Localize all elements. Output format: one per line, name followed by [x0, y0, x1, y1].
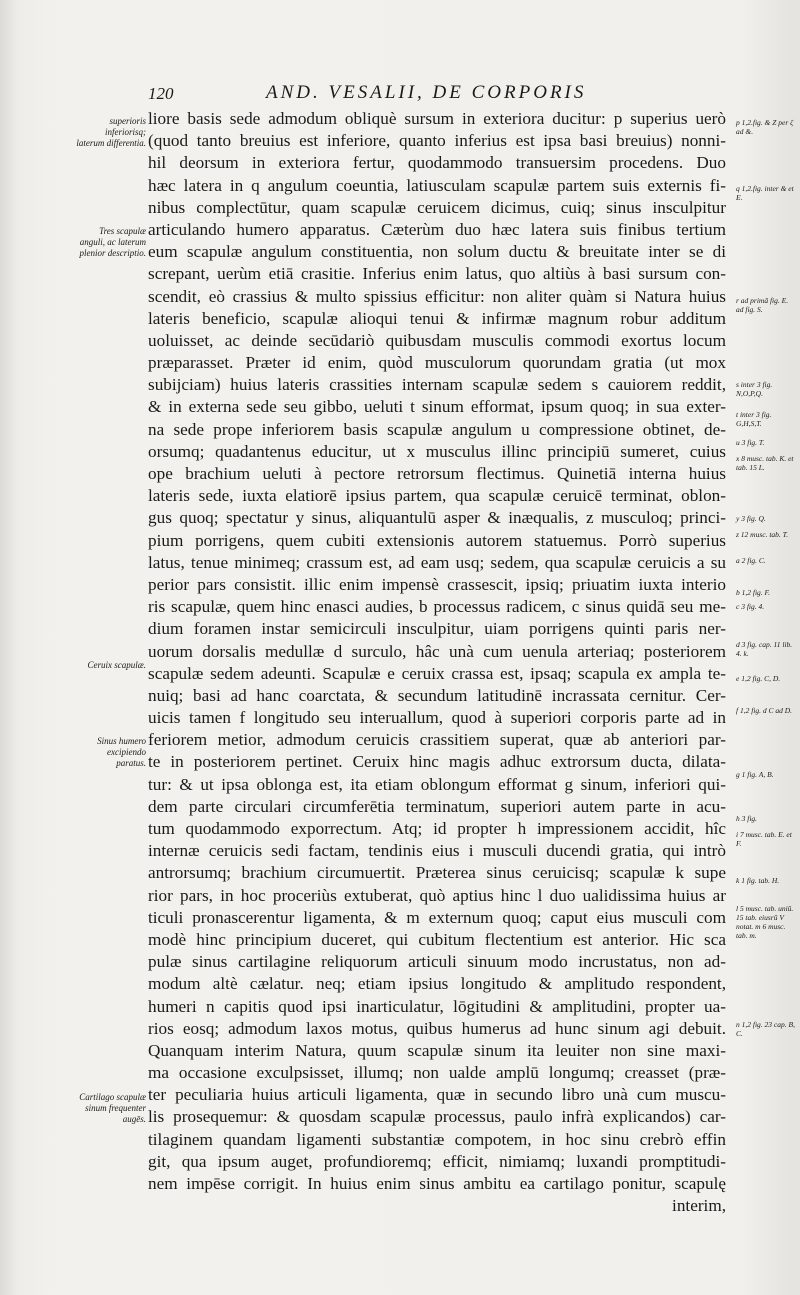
text-line: uoluisset, ac deinde secūdariò quibusdam musculis commodi exortus locum [148, 330, 726, 350]
margin-note: q 1,2.fig. inter & et E. [736, 184, 794, 202]
text-line: nibus complectūtur, quam scapulæ ceruicem dicimus, cuiq; sinus insculpitur [148, 197, 726, 217]
margin-note: f 1,2 fig. d C ad D. [736, 706, 793, 715]
margin-note: s inter 3 fig. N,O,P,Q. [736, 380, 773, 398]
margin-note: Sinus humero excipiendo paratus. [97, 736, 146, 768]
text-line: dium foramen instar semicirculi insculpitur, uiam porrigens quinti paris ner- [148, 619, 726, 639]
running-head: AND. VESALII, DE CORPORIS [266, 82, 587, 103]
text-line: eum scapulæ angulum constituentia, non solum ductu & breuitate inter se di [148, 242, 726, 262]
text-line: lis prosequemur: & quosdam scapulæ processus, paulo infrà explicandos) car- [148, 1107, 726, 1127]
margin-note: Tres scapulæ anguli, ac laterum plenior descriptio. [79, 226, 146, 258]
margin-note: l 5 musc. tab. uniū. 15 tab. eiusrū V notat. m 6 musc. tab. m. [736, 904, 794, 940]
margin-note: r ad primā fig. E. ad fig. S. [736, 296, 789, 314]
margin-note: u 3 fig. T. [736, 438, 765, 447]
text-line: tilaginem quandam ligamenti substantiæ compotem, in hoc sinu crebrò effin [148, 1129, 726, 1149]
margin-note: e 1,2 fig. C, D. [736, 674, 781, 683]
margin-note: y 3 fig. Q. [736, 514, 766, 523]
text-line: dem parte circulari circumferētia terminatum, superiori autem parte in acu- [148, 796, 726, 816]
text-line: liore basis sede admodum obliquè sursum in exteriora ducitur: p superius uerò [148, 109, 726, 128]
margin-note: i 7 musc. tab. E. et F. [736, 830, 792, 848]
margin-note: z 12 musc. tab. T. [736, 530, 789, 539]
text-line: subijciam) huius lateris crassities internam scapulæ sedem s cauiorem reddit, [148, 375, 726, 395]
margin-note: k 1 fig. tab. H. [736, 876, 780, 885]
text-line: Quanquam interim Natura, quum scapulæ sinum ita leuiter non sine maxi- [148, 1040, 726, 1060]
text-line: nuiq; basi ad hanc coarctata, & secundum latitudinē incrassata cernitur. Cer- [148, 685, 726, 705]
margin-note: d 3 fig. cap. 11 lib. 4. k. [736, 640, 793, 658]
text-line: internæ ceruicis sedi factam, tendinis eius i musculi ducendi gratia, qui intrò [148, 841, 726, 861]
margin-note: p 1,2.fig. & Z per ζ ad &. [736, 118, 794, 136]
margin-note: Ceruix scapulæ. [87, 660, 146, 670]
margin-note: t inter 3 fig. G,H,S,T. [736, 410, 772, 428]
right-margin-notes [736, 0, 796, 1295]
text-line: tur: & ut ipsa oblonga est, ita etiam oblongum efformat g sinum, inferiori qui- [148, 774, 726, 794]
text-line: & in externa sede seu gibbo, ueluti t sinum efformat, ipsum quoq; in sua exter- [148, 397, 726, 417]
text-line: præparasset. Præter id enim, quòd musculorum quorundam gratia (ut mox [148, 353, 726, 373]
margin-note: b 1,2 fig. F. [736, 588, 771, 597]
text-line: ope brachium ueluti à pectore retrorsum flectimus. Quinetiā interna huius [148, 464, 726, 483]
text-line: scendit, eò crassius & multo spissius efficitur: non aliter quàm si Natura huius [148, 286, 726, 306]
text-line: ter peculiaria huius articuli ligamenta, quæ in secundo libro unà cum muscu- [148, 1085, 726, 1105]
margin-note: g 1 fig. A, B. [736, 770, 774, 779]
text-line: articulando humero apparatus. Cæterùm duo hæc latera suis finibus tertium [148, 219, 726, 239]
text-line: ma occasione exculpsisset, illumq; non ualde amplū longumq; creasset (præ- [148, 1063, 726, 1083]
text-line: rior pars, in hoc proceriùs extuberat, quò aptius hinc l duo ualidissima huius ar [148, 885, 726, 905]
page-header [148, 84, 648, 106]
text-line: hil deorsum in exteriora fertur, quodammodo transuersim procedens. Duo [148, 153, 726, 173]
page-number: 120 [148, 84, 174, 103]
text-line: hæc latera in q angulum coeuntia, latiusculam scapulæ partem suis externis fi- [148, 175, 726, 195]
text-line: humeri n capitis quod ipsi inarticulatur, lōgitudini & amplitudini, propter ua- [148, 996, 726, 1016]
text-line: git, qua ipsum auget, profundioremq; efficit, nimiamq; luxandi promptitudi- [148, 1151, 726, 1171]
text-line: (quod tanto breuius est inferiore, quanto inferius est ipsa basi breuius) nonni- [148, 131, 726, 151]
text-line: lateris beneficio, scapulæ alioqui tenui & infirmæ magnum robur additum [148, 308, 726, 328]
text-line: gus quoq; spectatur y sinus, aliquantulū asper & inæqualis, z musculoq; princi- [148, 508, 726, 528]
text-line: modè hinc principium duceret, qui cubitum flectentium est anterior. Hic sca [148, 929, 726, 949]
text-line: nem impēse corrigit. In huius enim sinus ambitu ea cartilago ponitur, scapulę [148, 1174, 726, 1193]
text-line: pulæ sinus cartilagine reliquorum articuli sinuum modo incrustatus, non ad- [148, 952, 726, 972]
text-line: uicis tamen f longitudo seu interuallum, quod à superiori corporis parte ad in [148, 708, 726, 728]
text-line: lateris sede, iuxta elatiorē ipsius partem, qua scapulæ ceruicē terminat, oblon- [148, 486, 726, 506]
margin-note: n 1,2 fig. 23 cap. B, C. [736, 1020, 795, 1038]
text-line: orsumq; quadantenus educitur, ut x musculus illinc principiū sumeret, cuius [148, 441, 726, 461]
catchword: interim, [672, 1196, 726, 1216]
left-margin-notes [76, 0, 146, 1295]
text-line: uorum dorsalis medullæ d surculo, hâc unà cum uenula arteriaq; posteriorem [148, 641, 726, 661]
margin-note: a 2 fig. C. [736, 556, 766, 565]
margin-note: x 8 musc. tab. K. et tab. 15 L. [736, 454, 794, 472]
margin-note: superioris inferiorisq; laterum differentia. [76, 116, 146, 148]
margin-note: c 3 fig. 4. [736, 602, 765, 611]
text-line: scapulæ sedem adeunti. Scapulæ e ceruix crassa est, ipsaq; scapula ex ampla te- [148, 663, 726, 683]
text-line: tum quodammodo exporrectum. Atq; id propter h impressionem accidit, hîc [148, 819, 726, 838]
text-line: ticuli pronascerentur ligamenta, & m externum quoq; caput eius musculi com [148, 907, 726, 927]
text-line: antrorsumq; brachium circumuertit. Præterea sinus ceruicisq; scapulæ k supe [148, 863, 726, 883]
text-line: modum altè cælatur. neq; etiam ipsius longitudo & amplitudo respondent, [148, 974, 726, 994]
text-line: perior pars consistit. illic enim impensè crassescit, ipsiq; priuatim iuxta interio [148, 574, 726, 594]
text-line: screpant, uerùm etiā crasitie. Inferius enim latus, quo altiùs à basi sursum con- [148, 264, 726, 284]
text-line: te in posteriorem pertinet. Ceruix hinc magis adhuc extrorsum ducta, dilata- [148, 752, 726, 772]
text-line: ris scapulæ, quem hinc enasci audies, b processus radicem, c sinus quidā seu me- [148, 597, 726, 617]
margin-note: Cartilago scapulæ sinum frequenter augēs. [79, 1092, 146, 1124]
margin-note: h 3 fig. [736, 814, 758, 823]
text-line: pium porrigens, quem cubiti extensionis autorem statuemus. Porrò superius [148, 530, 726, 550]
text-line: latus, tenue minimeq; crassum est, ad eam usq; sedem, qua scapulæ ceruicis a su [148, 552, 726, 572]
text-line: feriorem metior, admodum ceruicis crassitiem superat, quæ ab anteriori par- [148, 730, 726, 750]
text-line: na sede prope inferiorem basis scapulæ angulum u compressione obtinet, de- [148, 419, 726, 439]
text-line: rios eosq; admodum laxos motus, quibus humerus ad hunc sinum agi debuit. [148, 1018, 726, 1038]
body-text [148, 108, 726, 1217]
